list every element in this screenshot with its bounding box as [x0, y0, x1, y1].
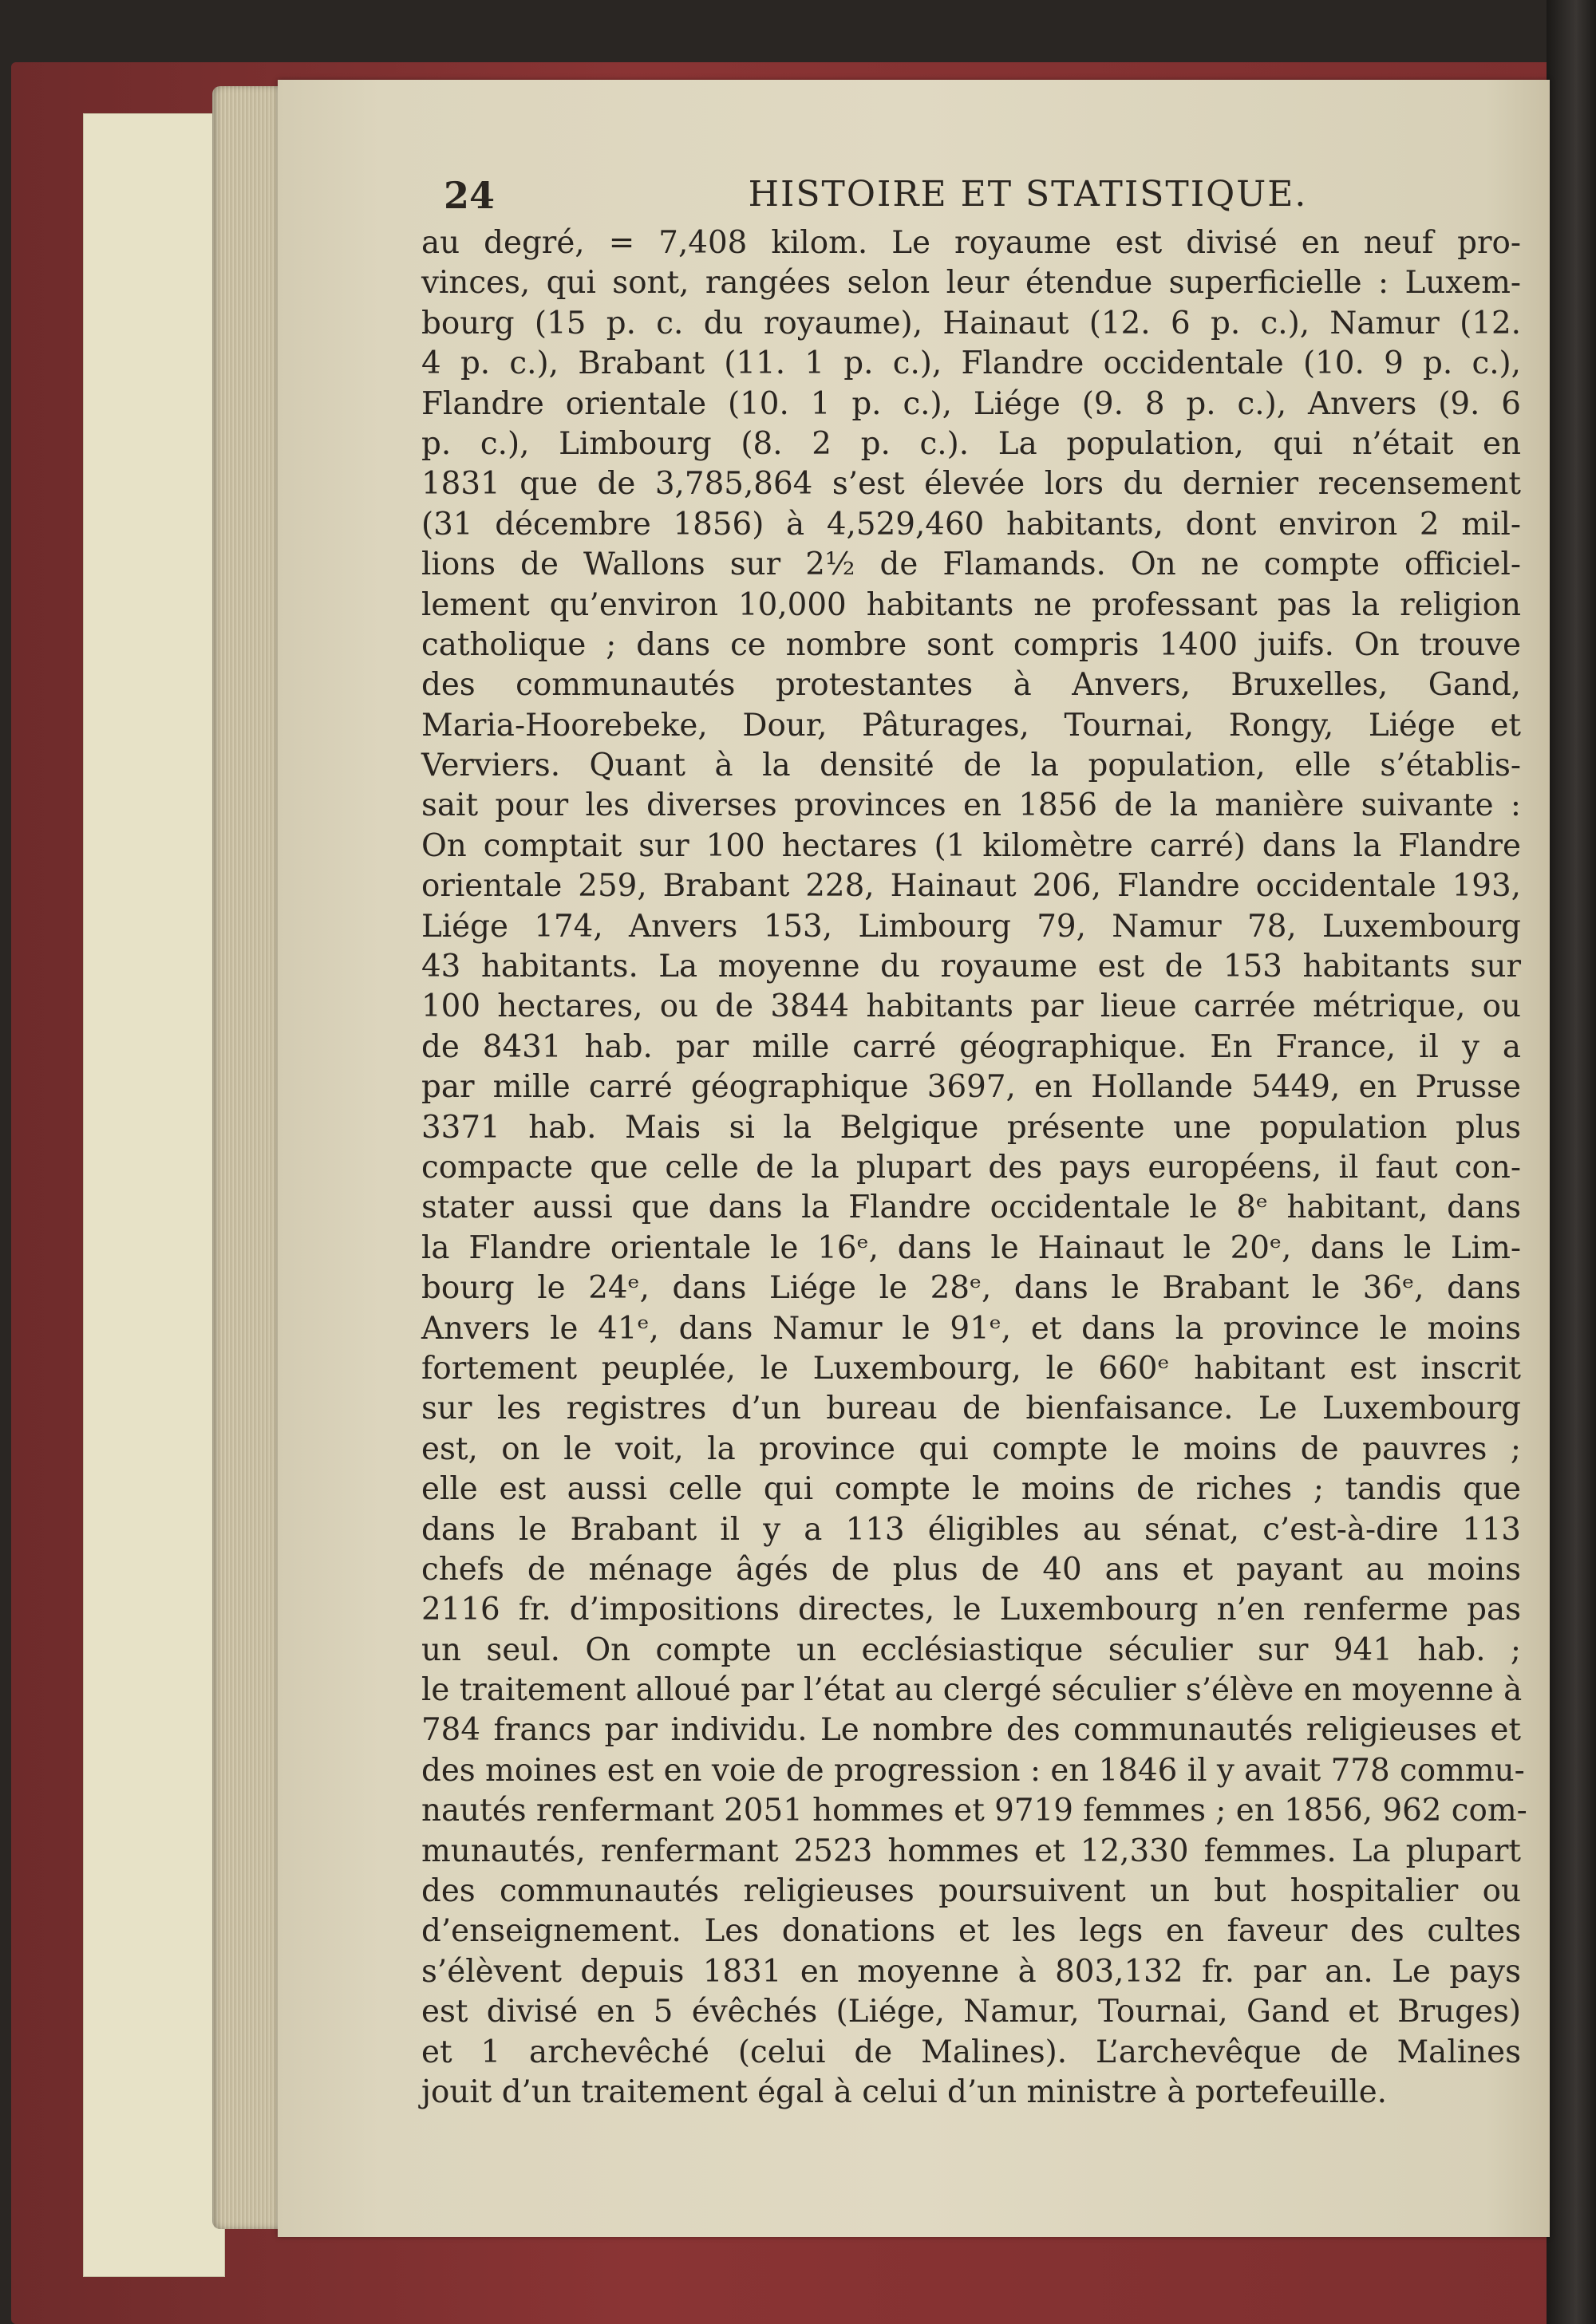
text-line: de 8431 hab. par mille carré géographique. En France, il y a — [421, 1028, 1521, 1065]
text-line: Flandre orientale (10. 1 p. c.), Liége (9. 8 p. c.), Anvers (9. 6 — [421, 385, 1521, 422]
text-line: chefs de ménage âgés de plus de 40 ans et payant au moins — [421, 1551, 1521, 1588]
text-line: au degré, = 7,408 kilom. Le royaume est divisé en neuf pro- — [421, 225, 1521, 261]
text-line: lement qu’environ 10,000 habitants ne professant pas la religion — [421, 586, 1521, 623]
flyleaf — [83, 113, 225, 2277]
text-line: Anvers le 41ᵉ, dans Namur le 91ᵉ, et dans la province le moins — [421, 1310, 1521, 1347]
text-line: la Flandre orientale le 16ᵉ, dans le Hainaut le 20ᵉ, dans le Lim- — [421, 1229, 1521, 1266]
body-text — [421, 223, 1527, 2113]
page-fore-edge — [212, 86, 286, 2229]
text-line: dans le Brabant il y a 113 éligibles au sénat, c’est-à-dire 113 — [421, 1511, 1521, 1548]
text-line: d’enseignement. Les donations et les legs en faveur des cultes — [421, 1913, 1521, 1950]
text-line: des communautés religieuses poursuivent un but hospitalier ou — [421, 1873, 1521, 1910]
text-line: compacte que celle de la plupart des pays européens, il faut con- — [421, 1149, 1521, 1186]
adjacent-volume-spine — [1547, 0, 1596, 2324]
text-line: 43 habitants. La moyenne du royaume est de 153 habitants sur — [421, 949, 1521, 985]
page-number: 24 — [444, 174, 496, 217]
text-line: bourg le 24ᵉ, dans Liége le 28ᵉ, dans le Brabant le 36ᵉ, dans — [421, 1270, 1521, 1307]
text-line: munautés, renfermant 2523 hommes et 12,330 femmes. La plupart — [421, 1833, 1521, 1869]
text-line: stater aussi que dans la Flandre occidentale le 8ᵉ habitant, dans — [421, 1190, 1521, 1226]
text-line: un seul. On compte un ecclésiastique séculier sur 941 hab. ; — [421, 1632, 1521, 1668]
text-line: 2116 fr. d’impositions directes, le Luxembourg n’en renferme pas — [421, 1592, 1521, 1628]
text-line: (31 décembre 1856) à 4,529,460 habitants, dont environ 2 mil- — [421, 506, 1521, 543]
text-line: nautés renfermant 2051 hommes et 9719 femmes ; en 1856, 962 com- — [421, 1793, 1527, 1829]
text-line: orientale 259, Brabant 228, Hainaut 206, Flandre occidentale 193, — [421, 868, 1521, 905]
text-line: 100 hectares, ou de 3844 habitants par lieue carrée métrique, ou — [421, 988, 1521, 1025]
text-line: lions de Wallons sur 2½ de Flamands. On ne compte officiel- — [421, 546, 1521, 583]
text-line: jouit d’un traitement égal à celui d’un ministre à portefeuille. — [421, 2073, 1387, 2110]
text-line: 3371 hab. Mais si la Belgique présente une population plus — [421, 1109, 1521, 1146]
text-line: bourg (15 p. c. du royaume), Hainaut (12. 6 p. c.), Namur (12. — [421, 305, 1521, 341]
text-line: catholique ; dans ce nombre sont compris 1400 juifs. On trouve — [421, 626, 1521, 663]
text-line: 1831 que de 3,785,864 s’est élevée lors du dernier recensement — [421, 466, 1521, 503]
text-line: des moines est en voie de progression : en 1846 il y avait 778 commu- — [421, 1752, 1525, 1789]
text-line: des communautés protestantes à Anvers, Bruxelles, Gand, — [421, 667, 1521, 704]
page-title: HISTOIRE ET STATISTIQUE. — [748, 174, 1308, 215]
text-line: Verviers. Quant à la densité de la population, elle s’établis- — [421, 748, 1521, 784]
text-line: s’élèvent depuis 1831 en moyenne à 803,132 fr. par an. Le pays — [421, 1953, 1521, 1990]
text-line: 784 francs par individu. Le nombre des communautés religieuses et — [421, 1712, 1521, 1749]
text-line: Liége 174, Anvers 153, Limbourg 79, Namur 78, Luxembourg — [421, 908, 1521, 945]
text-line: On comptait sur 100 hectares (1 kilomètre carré) dans la Flandre — [421, 827, 1521, 864]
text-line: elle est aussi celle qui compte le moins de riches ; tandis que — [421, 1471, 1521, 1508]
text-line: est divisé en 5 évêchés (Liége, Namur, Tournai, Gand et Bruges) — [421, 1994, 1521, 2030]
text-line: fortement peuplée, le Luxembourg, le 660ᵉ habitant est inscrit — [421, 1350, 1521, 1387]
text-line: sur les registres d’un bureau de bienfaisance. Le Luxembourg — [421, 1391, 1521, 1427]
text-line: vinces, qui sont, rangées selon leur étendue superficielle : Luxem- — [421, 265, 1521, 302]
text-line: est, on le voit, la province qui compte le moins de pauvres ; — [421, 1430, 1521, 1467]
text-line: sait pour les diverses provinces en 1856 de la manière suivante : — [421, 787, 1521, 824]
book-page — [278, 80, 1550, 2237]
text-line: Maria-Hoorebeke, Dour, Pâturages, Tournai, Rongy, Liége et — [421, 707, 1521, 744]
text-line: 4 p. c.), Brabant (11. 1 p. c.), Flandre occidentale (10. 9 p. c.), — [421, 345, 1521, 382]
text-line: et 1 archevêché (celui de Malines). L’archevêque de Malines — [421, 2034, 1521, 2070]
text-line: p. c.), Limbourg (8. 2 p. c.). La population, qui n’était en — [421, 425, 1521, 462]
text-line: le traitement alloué par l’état au clergé séculier s’élève en moyenne à — [421, 1672, 1523, 1709]
text-line: par mille carré géographique 3697, en Hollande 5449, en Prusse — [421, 1069, 1521, 1106]
